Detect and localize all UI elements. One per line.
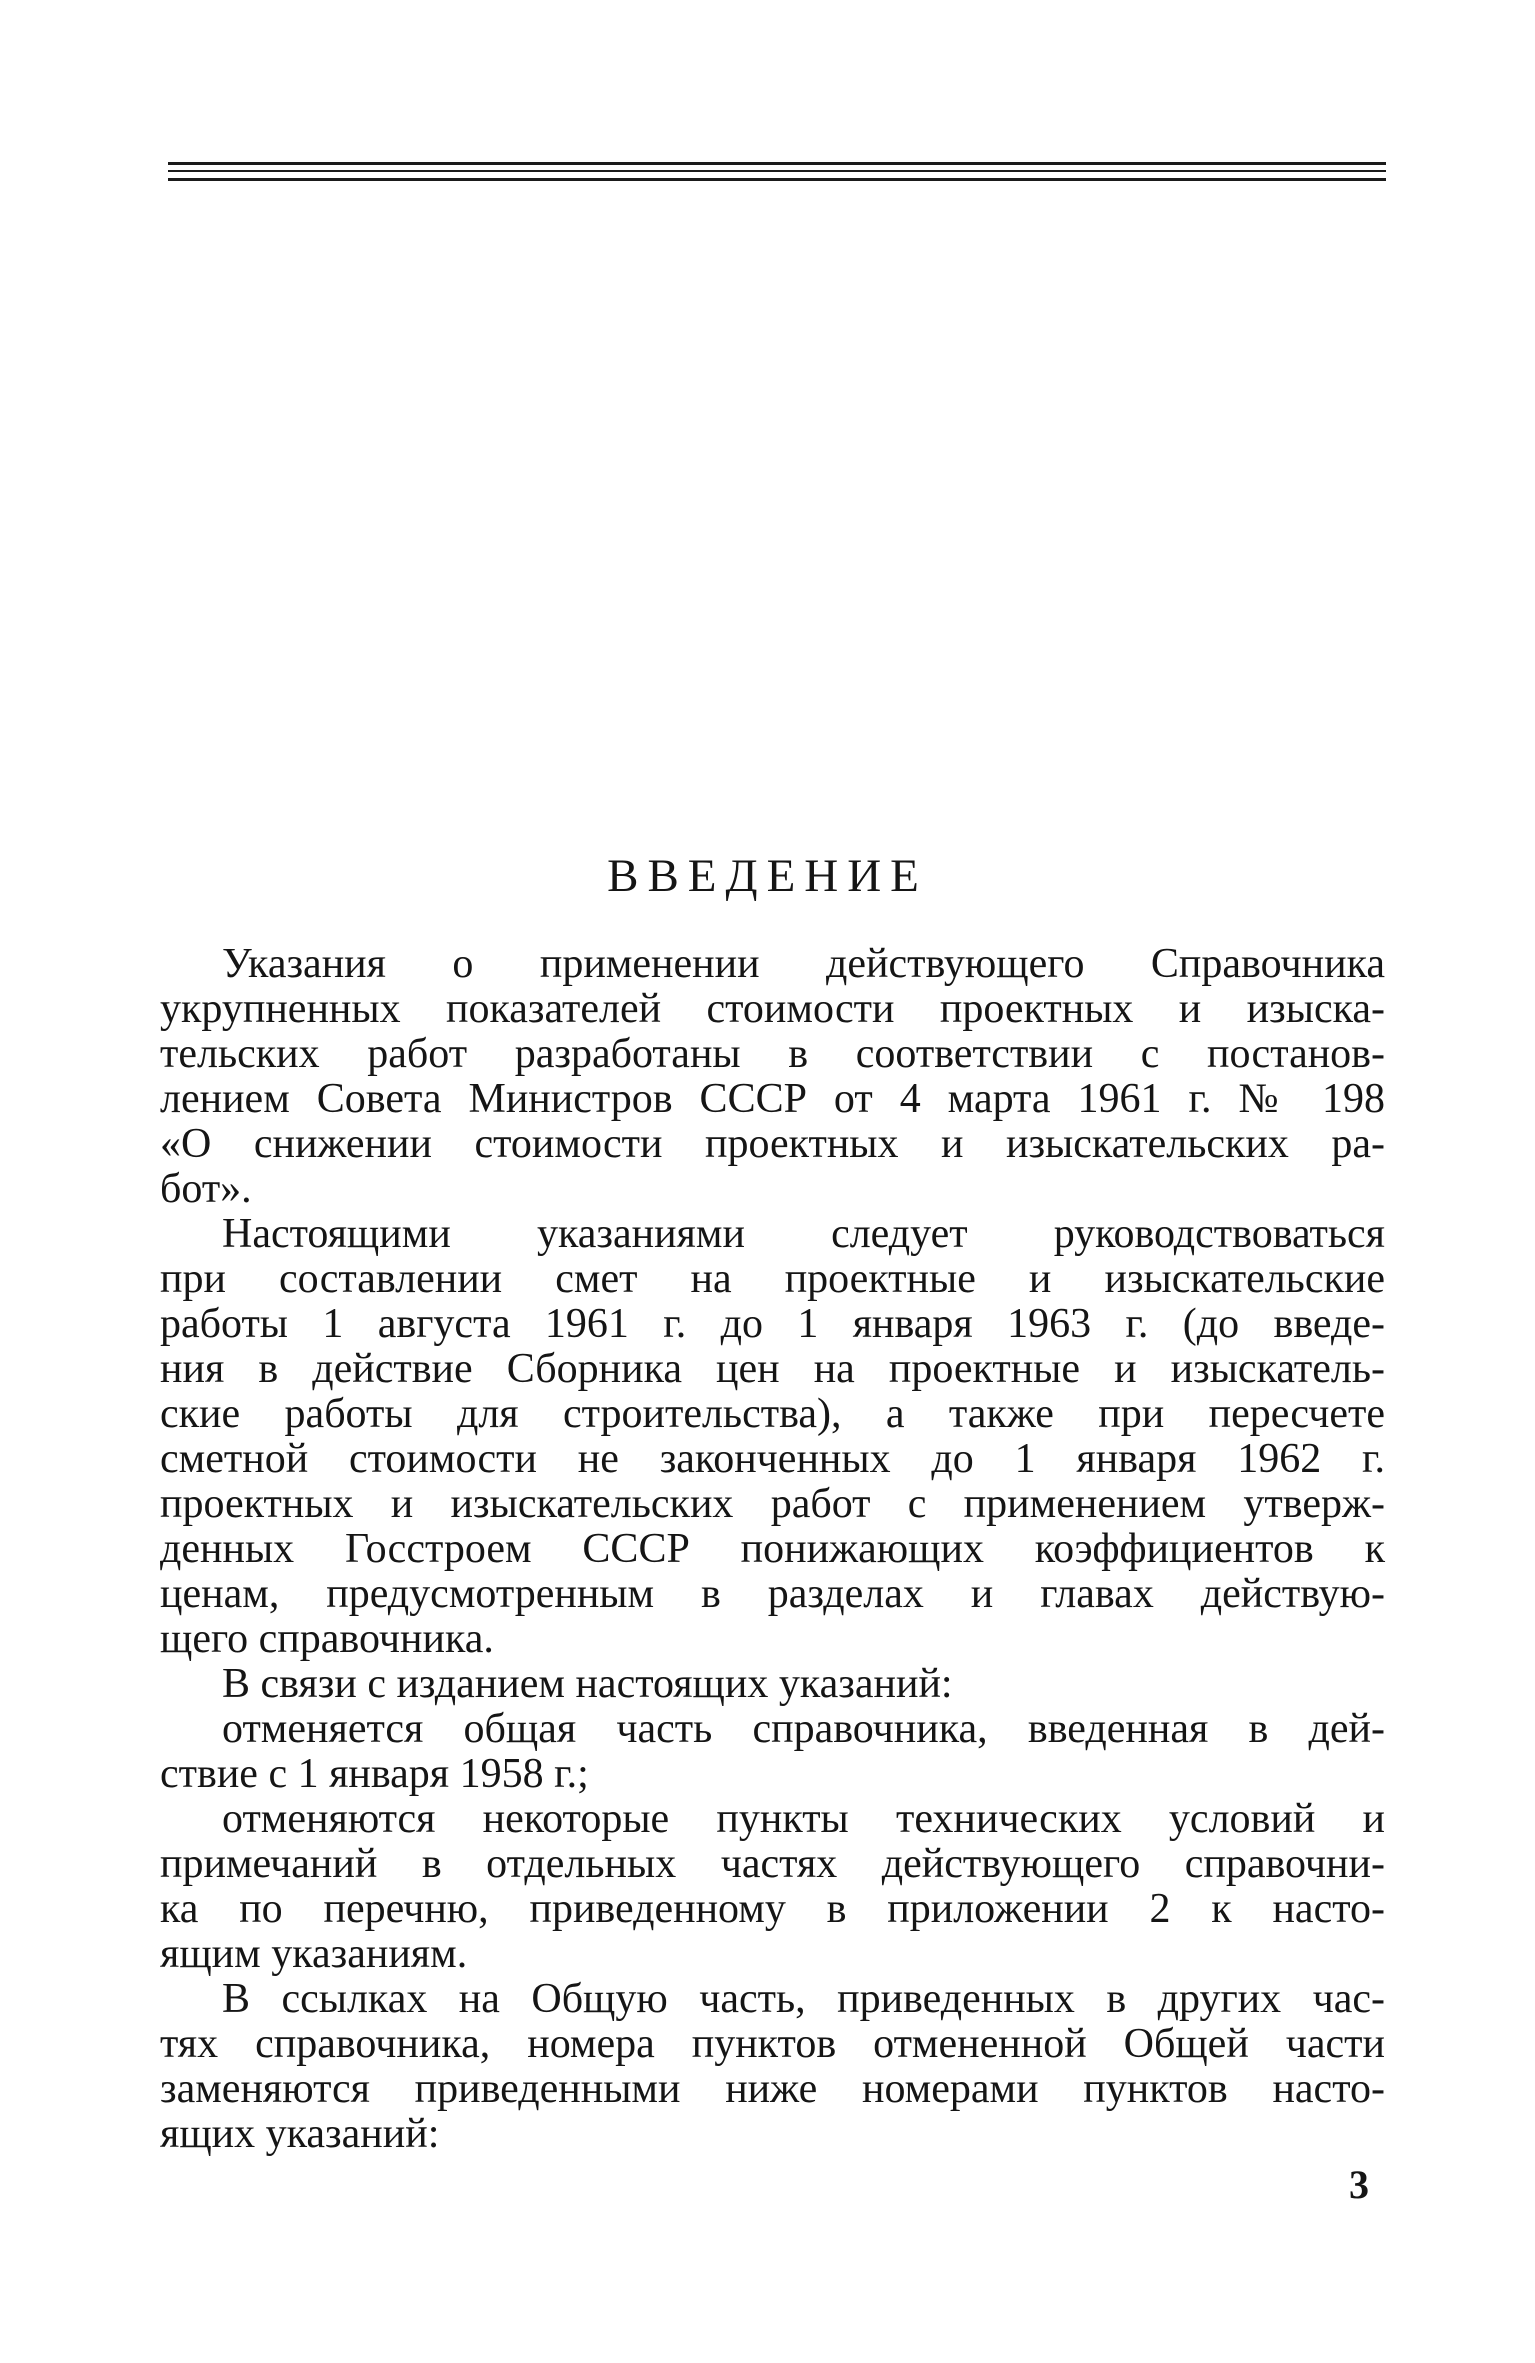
header-rule-middle — [168, 170, 1386, 172]
text-line: «О снижении стоимости проектных и изыскательских ра- — [160, 1121, 1385, 1167]
header-rule-bottom — [168, 178, 1386, 181]
text-line: примечаний в отдельных частях действующего справочни- — [160, 1841, 1385, 1887]
text-line: укрупненных показателей стоимости проектных и изыска- — [160, 986, 1385, 1032]
text-line: ствие с 1 января 1958 г.; — [160, 1751, 589, 1797]
text-line: Настоящими указаниями следует руководствоваться — [222, 1211, 1385, 1257]
text-line: Указания о применении действующего Справочника — [222, 941, 1385, 987]
text-line: ящим указаниям. — [160, 1931, 468, 1977]
text-line: сметной стоимости не законченных до 1 января 1962 г. — [160, 1436, 1385, 1482]
page-title: ВВЕДЕНИЕ — [607, 850, 928, 902]
text-line: В ссылках на Общую часть, приведенных в других час- — [222, 1976, 1385, 2022]
text-line: отменяются некоторые пункты технических условий и — [222, 1796, 1385, 1842]
text-line: бот». — [160, 1166, 252, 1212]
text-line: ящих указаний: — [160, 2111, 440, 2157]
text-line: проектных и изыскательских работ с применением утверж- — [160, 1481, 1385, 1527]
text-line: денных Госстроем СССР понижающих коэффициентов к — [160, 1526, 1385, 1572]
text-line: В связи с изданием настоящих указаний: — [222, 1661, 953, 1707]
text-line: ские работы для строительства), а также при пересчете — [160, 1391, 1385, 1437]
text-line: заменяются приведенными ниже номерами пунктов насто- — [160, 2066, 1385, 2112]
page-number: 3 — [1349, 2162, 1369, 2207]
text-line: ния в действие Сборника цен на проектные и изыскатель- — [160, 1346, 1385, 1392]
text-line: тельских работ разработаны в соответствии с постанов- — [160, 1031, 1385, 1077]
text-line: тях справочника, номера пунктов отмененной Общей части — [160, 2021, 1385, 2067]
text-line: при составлении смет на проектные и изыскательские — [160, 1256, 1385, 1302]
header-rule-top — [168, 162, 1386, 165]
text-line: отменяется общая часть справочника, введенная в дей- — [222, 1706, 1385, 1752]
text-line: ценам, предусмотренным в разделах и главах действую- — [160, 1571, 1385, 1617]
text-line: работы 1 августа 1961 г. до 1 января 1963 г. (до введе- — [160, 1301, 1385, 1347]
text-line: лением Совета Министров СССР от 4 марта 1961 г. № 198 — [160, 1076, 1385, 1122]
text-line: ка по перечню, приведенному в приложении 2 к насто- — [160, 1886, 1385, 1932]
text-line: щего справочника. — [160, 1616, 494, 1662]
